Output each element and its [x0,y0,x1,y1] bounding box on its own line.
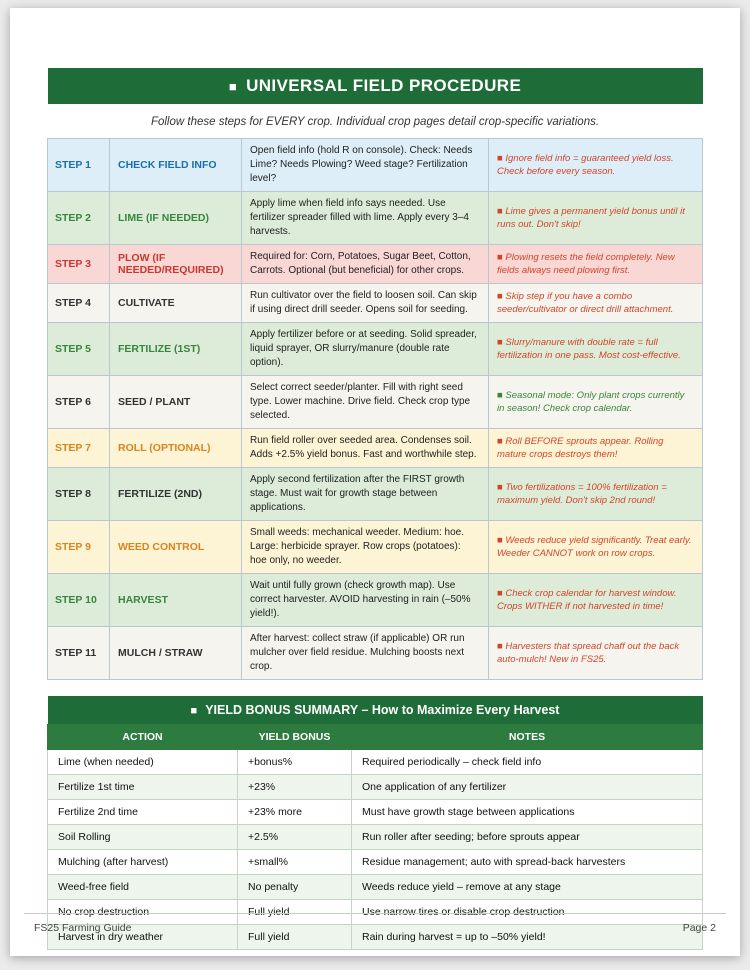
bonus-action: Soil Rolling [48,825,238,850]
action-label: ROLL (OPTIONAL) [110,429,242,468]
document-page [10,8,740,956]
table-row [48,376,703,429]
step-label: STEP 6 [48,376,110,429]
step-description: Small weeds: mechanical weeder. Medium: hoe. Large: herbicide sprayer. Row crops (potatoes): hoe only, no weeder. [242,521,489,574]
action-label: CHECK FIELD INFO [110,139,242,192]
step-note: ■ Slurry/manure with double rate = full fertilization in one pass. Most cost-effective. [489,323,703,376]
column-header-yield-bonus: YIELD BONUS [238,725,352,750]
table-row [48,192,703,245]
step-note: ■ Two fertilizations = 100% fertilization = maximum yield. Don't skip 2nd round! [489,468,703,521]
step-description: Select correct seeder/planter. Fill with right seed type. Lower machine. Drive field. Check crop type selected. [242,376,489,429]
table-row [48,825,703,850]
step-description: Run cultivator over the field to loosen soil. Can skip if using direct drill seeder. Opens soil for seeding. [242,284,489,323]
step-label: STEP 1 [48,139,110,192]
bonus-value: +bonus% [238,750,352,775]
procedure-section-header [48,68,703,104]
step-note: ■ Roll BEFORE sprouts appear. Rolling mature crops destroys them! [489,429,703,468]
table-row [48,468,703,521]
procedure-title: UNIVERSAL FIELD PROCEDURE [246,76,522,95]
action-label: SEED / PLANT [110,376,242,429]
bonus-action: Lime (when needed) [48,750,238,775]
footer-page-number: Page 2 [682,922,716,934]
action-label: CULTIVATE [110,284,242,323]
procedure-table [47,138,703,680]
step-label: STEP 2 [48,192,110,245]
bonus-value: Full yield [238,925,352,950]
step-note: ■ Check crop calendar for harvest window. Crops WITHER if not harvested in time! [489,574,703,627]
action-label: MULCH / STRAW [110,627,242,680]
step-description: Apply second fertilization after the FIRST growth stage. Must wait for growth stage between applications. [242,468,489,521]
step-description: Wait until fully grown (check growth map). Use correct harvester. AVOID harvesting in rain (–50% yield!). [242,574,489,627]
table-row [48,800,703,825]
bonus-action: Harvest in dry weather [48,925,238,950]
square-marker-icon: ■ [190,705,198,717]
step-description: Required for: Corn, Potatoes, Sugar Beet, Cotton, Carrots. Optional (but beneficial) for other crops. [242,245,489,284]
step-label: STEP 10 [48,574,110,627]
step-note: ■ Lime gives a permanent yield bonus until it runs out. Don't skip! [489,192,703,245]
bonus-action: No crop destruction [48,900,238,925]
step-note: ■ Ignore field info = guaranteed yield loss. Check before every season. [489,139,703,192]
bonus-value: Full yield [238,900,352,925]
step-label: STEP 8 [48,468,110,521]
step-description: Apply fertilizer before or at seeding. Solid spreader, liquid sprayer, OR slurry/manure (double rate option). [242,323,489,376]
step-label: STEP 3 [48,245,110,284]
action-label: HARVEST [110,574,242,627]
step-description: Open field info (hold R on console). Check: Needs Lime? Needs Plowing? Weed stage? Fertilization level? [242,139,489,192]
step-note: ■ Plowing resets the field completely. New fields always need plowing first. [489,245,703,284]
square-marker-icon: ■ [228,79,238,94]
step-note: ■ Seasonal mode: Only plant crops currently in season! Check crop calendar. [489,376,703,429]
step-label: STEP 5 [48,323,110,376]
column-header-action: ACTION [48,725,238,750]
bonus-notes: One application of any fertilizer [352,775,703,800]
bonus-value: +23% more [238,800,352,825]
bonus-value: No penalty [238,875,352,900]
table-row [48,323,703,376]
action-label: WEED CONTROL [110,521,242,574]
table-row [48,750,703,775]
table-header-row [48,725,703,750]
step-label: STEP 4 [48,284,110,323]
step-description: Run field roller over seeded area. Condenses soil. Adds +2.5% yield bonus. Fast and worthwhile step. [242,429,489,468]
bonus-action: Weed-free field [48,875,238,900]
step-note: ■ Weeds reduce yield significantly. Treat early. Weeder CANNOT work on row crops. [489,521,703,574]
bonus-value: +small% [238,850,352,875]
column-header-notes: NOTES [352,725,703,750]
bonus-notes: Weeds reduce yield – remove at any stage [352,875,703,900]
step-label: STEP 9 [48,521,110,574]
step-label: STEP 11 [48,627,110,680]
step-description: After harvest: collect straw (if applicable) OR run mulcher over field residue. Mulching boosts next crop. [242,627,489,680]
bonus-value: +23% [238,775,352,800]
action-label: PLOW (IF NEEDED/REQUIRED) [110,245,242,284]
bonus-notes: Use narrow tires or disable crop destruction [352,900,703,925]
bonus-action: Fertilize 2nd time [48,800,238,825]
bonus-title: YIELD BONUS SUMMARY – How to Maximize Every Harvest [205,703,560,717]
step-label: STEP 7 [48,429,110,468]
bonus-notes: Residue management; auto with spread-back harvesters [352,850,703,875]
step-description: Apply lime when field info says needed. Use fertilizer spreader filled with lime. Apply every 3–4 harvests. [242,192,489,245]
table-row [48,139,703,192]
step-note: ■ Skip step if you have a combo seeder/cultivator or direct drill attachment. [489,284,703,323]
action-label: FERTILIZE (1ST) [110,323,242,376]
action-label: LIME (IF NEEDED) [110,192,242,245]
bonus-action: Fertilize 1st time [48,775,238,800]
table-row [48,574,703,627]
bonus-action: Mulching (after harvest) [48,850,238,875]
table-row [48,850,703,875]
bonus-notes: Must have growth stage between applications [352,800,703,825]
bonus-value: +2.5% [238,825,352,850]
table-row [48,775,703,800]
table-row [48,245,703,284]
procedure-subtitle: Follow these steps for EVERY crop. Individual crop pages detail crop-specific variations. [150,116,600,128]
action-label: FERTILIZE (2ND) [110,468,242,521]
table-row [48,875,703,900]
table-row [48,521,703,574]
footer-guide-title: FS25 Farming Guide [34,922,132,934]
table-row [48,429,703,468]
bonus-section-header [48,696,703,724]
page-footer [24,913,726,934]
table-row [48,284,703,323]
table-row [48,627,703,680]
bonus-notes: Required periodically – check field info [352,750,703,775]
bonus-notes: Run roller after seeding; before sprouts appear [352,825,703,850]
step-note: ■ Harvesters that spread chaff out the back auto-mulch! New in FS25. [489,627,703,680]
bonus-notes: Rain during harvest = up to –50% yield! [352,925,703,950]
